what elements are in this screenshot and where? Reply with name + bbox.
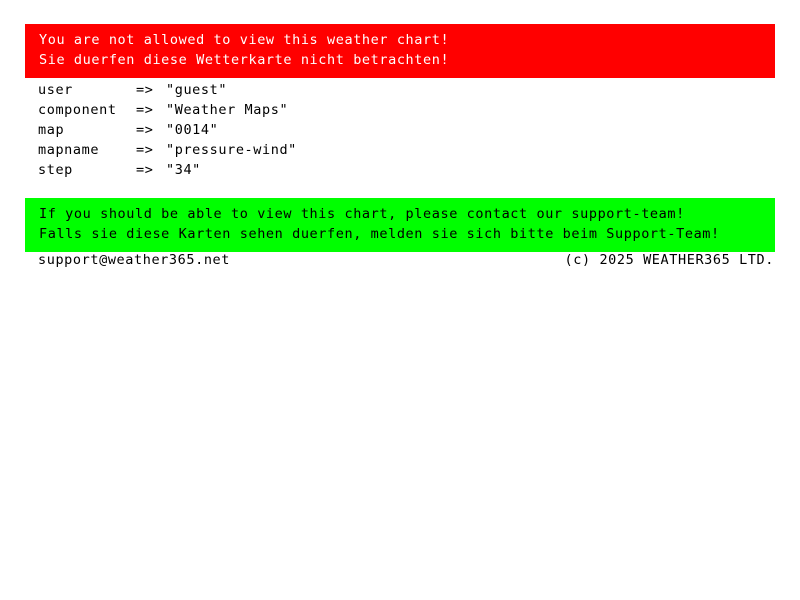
info-banner [25, 198, 775, 252]
error-banner [25, 24, 775, 78]
param-arrow-icon: => [136, 142, 154, 158]
param-key: step [38, 162, 73, 178]
param-row-user [38, 80, 297, 100]
info-message-de: Falls sie diese Karten sehen duerfen, melden sie sich bitte beim Support-Team! [39, 226, 720, 242]
param-arrow-icon: => [136, 82, 154, 98]
info-message-en: If you should be able to view this chart, please contact our support-team! [39, 206, 685, 222]
param-arrow-icon: => [136, 122, 154, 138]
param-key: user [38, 82, 73, 98]
param-value: "Weather Maps" [166, 102, 289, 118]
parameter-list [38, 80, 297, 180]
copyright-notice: (c) 2025 WEATHER365 LTD. [564, 252, 774, 268]
param-key: map [38, 122, 65, 138]
param-value: "0014" [166, 122, 219, 138]
support-email-link[interactable]: support@weather365.net [38, 252, 231, 268]
param-key: mapname [38, 142, 100, 158]
param-key: component [38, 102, 117, 118]
param-arrow-icon: => [136, 102, 154, 118]
page-footer [38, 250, 774, 270]
param-value: "guest" [166, 82, 228, 98]
param-row-mapname [38, 140, 297, 160]
param-row-component [38, 100, 297, 120]
param-arrow-icon: => [136, 162, 154, 178]
param-value: "34" [166, 162, 201, 178]
error-message-en: You are not allowed to view this weather chart! [39, 32, 450, 48]
param-row-map [38, 120, 297, 140]
param-value: "pressure-wind" [166, 142, 297, 158]
error-message-de: Sie duerfen diese Wetterkarte nicht betrachten! [39, 52, 450, 68]
param-row-step [38, 160, 297, 180]
